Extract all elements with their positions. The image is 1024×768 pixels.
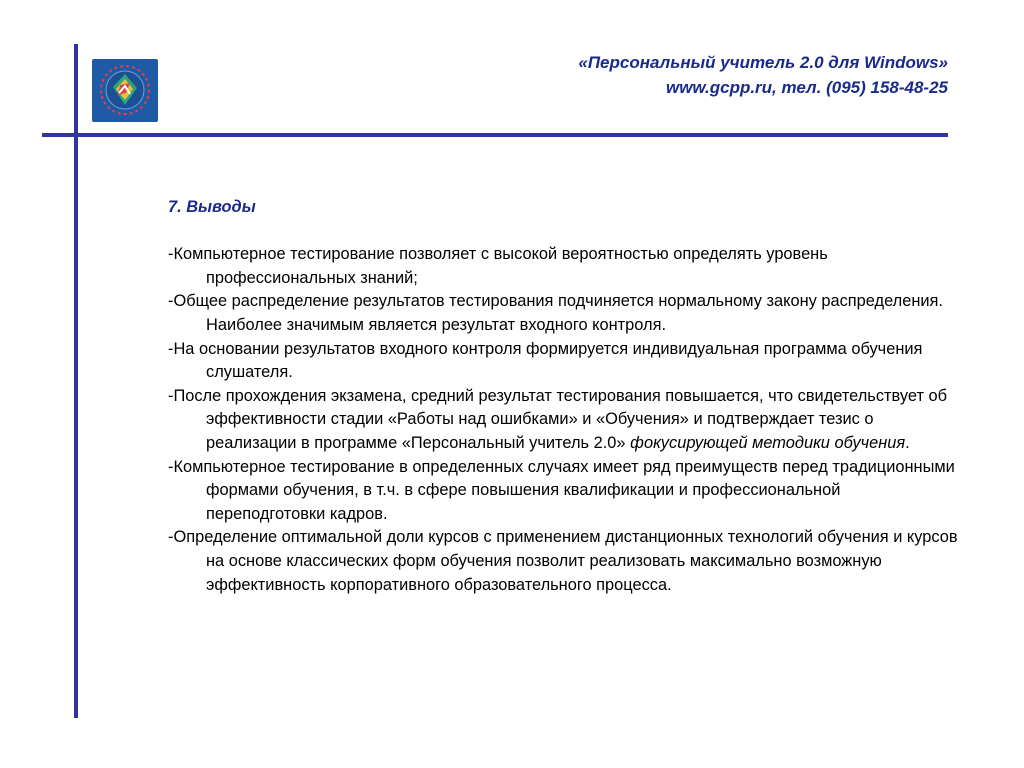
- slide-content: [168, 196, 958, 597]
- bullet-item: -Компьютерное тестирование позволяет с высокой вероятностью определять уровень профессиональных знаний;: [168, 245, 828, 287]
- gcpp-logo-icon: [92, 59, 158, 122]
- bullet-item: -Общее распределение результатов тестирования подчиняется нормальному закону распределения. Наиболее значимым является результат входного контроля.: [168, 292, 943, 334]
- bullet-text-end: .: [905, 433, 910, 452]
- bullet-text: -После прохождения экзамена, средний результат тестирования повышается, что свидетельствует об эффективности стадии «Работы над ошибками» и «Обучения» и подтверждает тезис о реализации в программе «Персональный учитель 2.0»: [168, 386, 948, 452]
- contact-line: www.gcpp.ru, тел. (095) 158-48-25: [665, 78, 948, 97]
- horizontal-rule: [42, 133, 948, 137]
- section-title: 7. Выводы: [168, 198, 256, 216]
- bullet-item: [168, 385, 958, 456]
- bullet-item: -На основании результатов входного контроля формируется индивидуальная программа обучения слушателя.: [168, 339, 923, 382]
- header: [578, 50, 948, 100]
- product-title: «Персональный учитель 2.0 для Windows»: [578, 53, 948, 72]
- bullet-item: -Компьютерное тестирование в определенных случаях имеет ряд преимуществ перед традиционными формами обучения, в т.ч. в сфере повышения квалификации и профессиональной переподготовки кадров.: [168, 457, 955, 523]
- bullet-item: -Определение оптимальной доли курсов с применением дистанционных технологий обучения и курсов на основе классических форм обучения позволит реализовать максимально возможную эффективность корпоративного образовательного процесса.: [168, 528, 958, 594]
- vertical-rule: [74, 44, 78, 718]
- bullet-emphasis: фокусирующей методики обучения: [630, 433, 906, 452]
